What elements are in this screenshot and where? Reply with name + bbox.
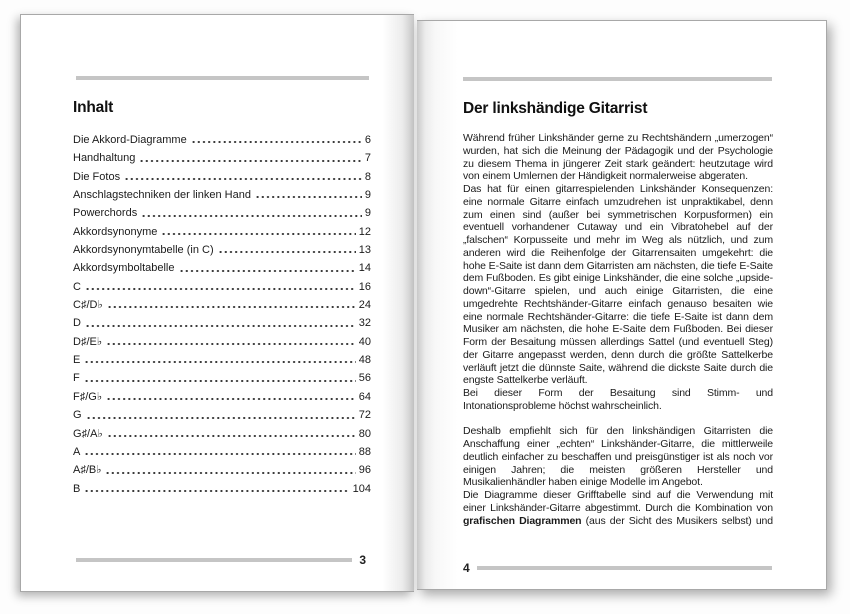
dot-leader [106,388,356,406]
toc-entry-page: 14 [358,262,371,275]
chapter-heading: Der linkshändige Gitarrist [463,100,648,117]
toc-entry-label: Anschlagstechniken der linken Hand [73,189,251,202]
dot-leader [84,369,356,387]
body-paragraph [463,183,773,387]
toc-row [73,259,371,277]
text-run: Das hat für einen gitarrespielenden Linkshänder Konsequenzen: eine normale Gitarre einfach umzudrehen ist unpraktikabel, denn zum einen sind (außer bei symmetrischen Korpusformen) ein eventuell vorhandener Cutaway und ein Vibratohebel auf der „falschen“ Korpusseite und mehr im Weg als nützlich, und zum anderen wird die Reihenfolge der Gitarrensaiten umgekehrt: die hohe E-Saite ist dann dem Gitarristen am nächsten, die tiefe E-Saite dem Fußboden. Es gibt einige Linkshänder, die eine solche „upside-down“-Gitarre spielen, und auch einige Gitarristen, die eine umgedrehte Rechtshänder-Gitarre einfach genauso besaiten wie eine normale Rechtshänder-Gitarre: die tiefe E-Saite ist dann dem Musiker am nächsten, die hohe E-Saite dem Fußboden. Bei dieser Form der Besaitung müssen allerdings Sattel (und eventuell Steg) der Gitarre angepasst werden, denn durch die größte Sattelkerbe verläuft jetzt die dünnste Saite, während die dickste Saite durch die engste Sattelkerbe verläuft. [463,183,773,387]
text-run: Die Diagramme dieser Grifftabelle sind auf die Verwendung mit einer Linkshänder-Gitarre abgestimmt. Durch die Kombination von [463,489,773,514]
toc-entry-page: 12 [358,225,371,238]
toc-row [73,149,371,167]
toc-row [73,406,371,424]
toc-entry-page: 72 [358,409,371,422]
toc-row [73,480,371,498]
toc-row [73,241,371,259]
text-run: (aus der Sicht des Musikers selbst) und [581,514,773,527]
bold-text: grafischen Diagrammen [463,514,582,527]
toc-row [73,168,371,186]
dot-leader [218,241,356,259]
text-run: Bei dieser Form der Besaitung sind Stimm- und Intonationsprobleme höchst wahrscheinlich. [463,387,773,412]
page-number-left: 3 [359,553,366,567]
top-rule-right [463,77,772,81]
toc-row [73,278,371,296]
dot-leader [255,186,362,204]
toc-entry-label: E [73,354,81,367]
page-footer-right [463,561,772,575]
dot-leader [124,168,362,186]
dot-leader [105,461,355,479]
toc-row [73,186,371,204]
toc-entry-label: F [73,372,80,385]
body-paragraph [463,425,773,489]
dot-leader [141,204,362,222]
toc-entry-page: 104 [352,482,371,495]
toc-entry-page: 8 [364,170,371,183]
body-paragraph [463,489,773,527]
toc-entry-page: 40 [358,335,371,348]
dot-leader [179,259,356,277]
dot-leader [191,131,362,149]
dot-leader [107,296,356,314]
toc-row [73,333,371,351]
dot-leader [139,149,361,167]
toc-entry-page: 80 [358,427,371,440]
toc-row [73,314,371,332]
page-footer-left [76,553,366,567]
toc-entry-label: Die Fotos [73,170,121,183]
toc-entry-label: A [73,445,81,458]
body-paragraph [463,132,773,183]
toc-entry-page: 6 [364,134,371,146]
toc-entry-label: D [73,317,81,330]
toc-heading: Inhalt [73,99,114,116]
dot-leader [86,406,356,424]
toc-entry-page: 7 [364,152,371,165]
toc-entry-label: Powerchords [73,207,138,220]
toc-entry-label: D♯/E♭ [73,335,103,348]
toc-entry-label: C [73,280,81,293]
dot-leader [106,333,356,351]
toc-entry-label: Akkordsynonyme [73,225,158,238]
dot-leader [85,278,356,296]
toc-entry-label: A♯/B♭ [73,464,102,477]
toc-entry-page: 88 [358,445,371,458]
dot-leader [84,351,355,369]
toc-row [73,461,371,479]
page-number-right: 4 [463,561,470,575]
toc-entry-label: Akkordsymboltabelle [73,262,175,275]
toc-entry-label: Die Akkord-Diagramme [73,134,187,146]
text-run: Deshalb empfiehlt sich für den linkshändigen Gitarristen die Anschaffung einer „echten“ Linkshänder-Gitarre, die mittlerweile deutlich einfacher zu beschaffen und preisgünstiger ist als noch vor einigen Jahren; die meisten größeren Hersteller und Musikalienhändler haben einige Modelle im Angebot. [463,425,773,489]
toc-row [73,223,371,241]
toc-entry-page: 56 [358,372,371,385]
dot-leader [161,223,355,241]
toc-entry-page: 16 [358,280,371,293]
dot-leader [84,480,349,498]
toc-row [73,425,371,443]
toc-entry-page: 9 [364,189,371,202]
toc-entry-page: 9 [364,207,371,220]
toc-row [73,351,371,369]
chapter-body [463,132,773,527]
footer-rule-left [76,558,352,562]
toc-entry-label: Handhaltung [73,152,136,165]
toc-entry-page: 48 [358,354,371,367]
top-rule-left [76,76,369,80]
page-left [20,14,414,592]
dot-leader [107,425,356,443]
toc-entry-label: G♯/A♭ [73,427,103,440]
toc-entry-page: 64 [358,390,371,403]
toc-row [73,204,371,222]
toc-entry-page: 32 [358,317,371,330]
toc-row [73,388,371,406]
toc-entry-page: 96 [358,464,371,477]
footer-rule-right [477,566,772,570]
toc-entry-label: G [73,409,82,422]
toc-list [73,131,371,498]
toc-row [73,369,371,387]
toc-entry-label: Akkordsynonymtabelle (in C) [73,244,214,257]
toc-row [73,131,371,149]
toc-entry-page: 13 [358,244,371,257]
toc-entry-page: 24 [358,299,371,312]
toc-entry-label: F♯/G♭ [73,390,103,403]
toc-row [73,296,371,314]
toc-entry-label: C♯/D♭ [73,299,103,312]
toc-entry-label: B [73,482,81,495]
body-paragraph [463,387,773,413]
page-right [417,20,827,590]
toc-row [73,443,371,461]
text-run: Während früher Linkshänder gerne zu Rechtshändern „umerzogen“ wurden, hat sich die Meinung der Pädagogik und der Psychologie zu diesem Thema in jüngerer Zeit stark geändert: heutzutage wird von einem Umlernen der Händigkeit normalerweise abgeraten. [463,132,773,183]
dot-leader [84,443,355,461]
dot-leader [85,314,356,332]
